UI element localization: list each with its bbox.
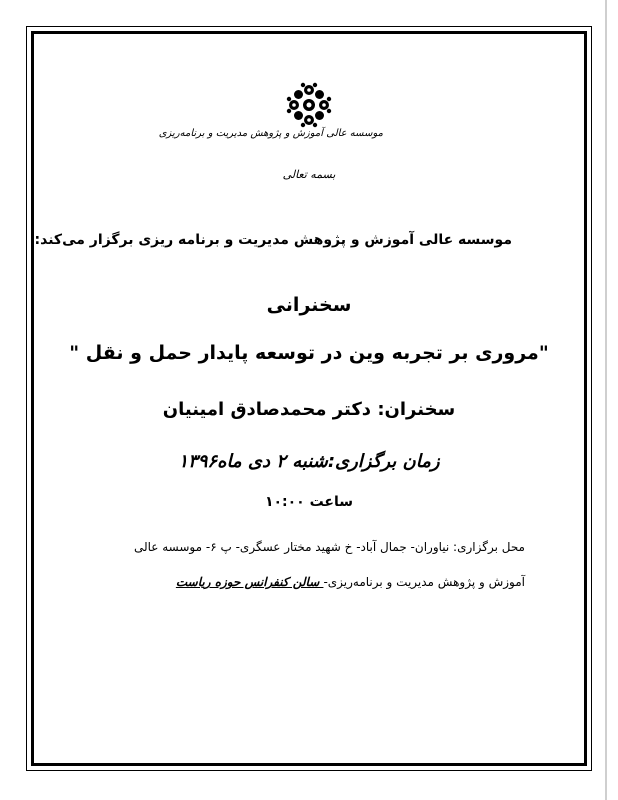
talk-title: "مروری بر تجربه وین در توسعه پایدار حمل و نقل " — [69, 342, 549, 364]
venue-line-2 — [110, 575, 525, 589]
basmala: بسمه تعالی — [282, 168, 336, 181]
speaker-line: سخنران: دکتر محمدصادق امینیان — [162, 399, 456, 420]
page-edge-shadow — [605, 0, 607, 800]
venue-institute-name: آموزش و پژوهش مدیریت و برنامه‌ریزی- — [323, 575, 525, 589]
event-type-heading: سخنرانی — [266, 294, 352, 316]
institute-emblem-icon — [286, 82, 332, 128]
venue-hall-name: سالن کنفرانس حوزه ریاست — [175, 575, 324, 589]
event-date: زمان برگزاری:شنبه ۲ دی ماه۱۳۹۶ — [178, 451, 440, 472]
logo-caption: موسسه عالی آموزش و پژوهش مدیریت و برنامه‌ریزی — [158, 128, 383, 139]
host-line: موسسه عالی آموزش و پژوهش مدیریت و برنامه ریزی برگزار می‌کند: — [34, 232, 512, 248]
event-time: ساعت ۱۰:۰۰ — [264, 494, 354, 510]
venue-line-1: محل برگزاری: نیاوران- جمال آباد- خ شهید مختار عسگری- پ ۶- موسسه عالی — [133, 540, 525, 554]
